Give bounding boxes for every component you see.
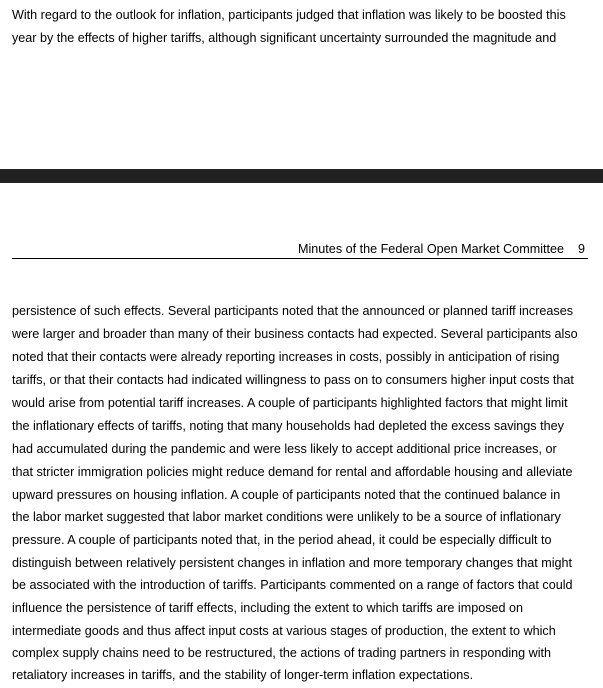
page-break-divider: [0, 169, 603, 183]
paragraph-line: the labor market suggested that labor market conditions were unlikely to be a source of inflationary: [12, 510, 561, 524]
paragraph-line: were larger and broader than many of their business contacts had expected. Several participants also: [12, 327, 578, 341]
paragraph-line: pressure. A couple of participants noted that, in the period ahead, it could be especially difficult to: [12, 533, 552, 547]
paragraph-line: retaliatory increases in tariffs, and the stability of longer-term inflation expectations.: [12, 668, 474, 682]
paragraph-line: complex supply chains need to be restructured, the actions of trading partners in responding with: [12, 646, 552, 660]
paragraph-line: that stricter immigration policies might reduce demand for rental and affordable housing and alleviate: [12, 465, 573, 479]
page-header-title: Minutes of the Federal Open Market Committee: [298, 242, 564, 256]
paragraph-line: the inflationary effects of tariffs, noting that many households had depleted the excess savings they: [12, 419, 564, 433]
paragraph-line: be associated with the introduction of tariffs. Participants commented on a range of factors that could: [12, 578, 573, 592]
paragraph-line: upward pressures on housing inflation. A couple of participants noted that the continued balance in: [12, 488, 561, 502]
page-number: 9: [577, 242, 585, 256]
paragraph-line: distinguish between relatively persistent changes in inflation and more temporary changes that might: [12, 556, 573, 570]
paragraph-line: tariffs, or that their contacts had indicated willingness to pass on to consumers higher input costs that: [12, 373, 574, 387]
top-paragraph-line-2: year by the effects of higher tariffs, although significant uncertainty surrounded the magnitude and: [12, 31, 557, 45]
top-paragraph-line-1: With regard to the outlook for inflation, participants judged that inflation was likely to be boosted this: [12, 8, 566, 22]
paragraph-line: intermediate goods and thus affect input costs at various stages of production, the extent to which: [12, 624, 556, 638]
running-header: [12, 240, 588, 259]
paragraph-line: noted that their contacts were already reporting increases in costs, possibly in anticipation of rising: [12, 350, 560, 364]
paragraph-line: would arise from potential tariff increases. A couple of participants highlighted factors that might limit: [12, 396, 568, 410]
paragraph-line: influence the persistence of tariff effects, including the extent to which tariffs are imposed on: [12, 601, 524, 615]
paragraph-line: persistence of such effects. Several participants noted that the announced or planned tariff increases: [12, 304, 574, 318]
paragraph-line: had accumulated during the pandemic and were less likely to accept additional price increases, or: [12, 442, 557, 456]
